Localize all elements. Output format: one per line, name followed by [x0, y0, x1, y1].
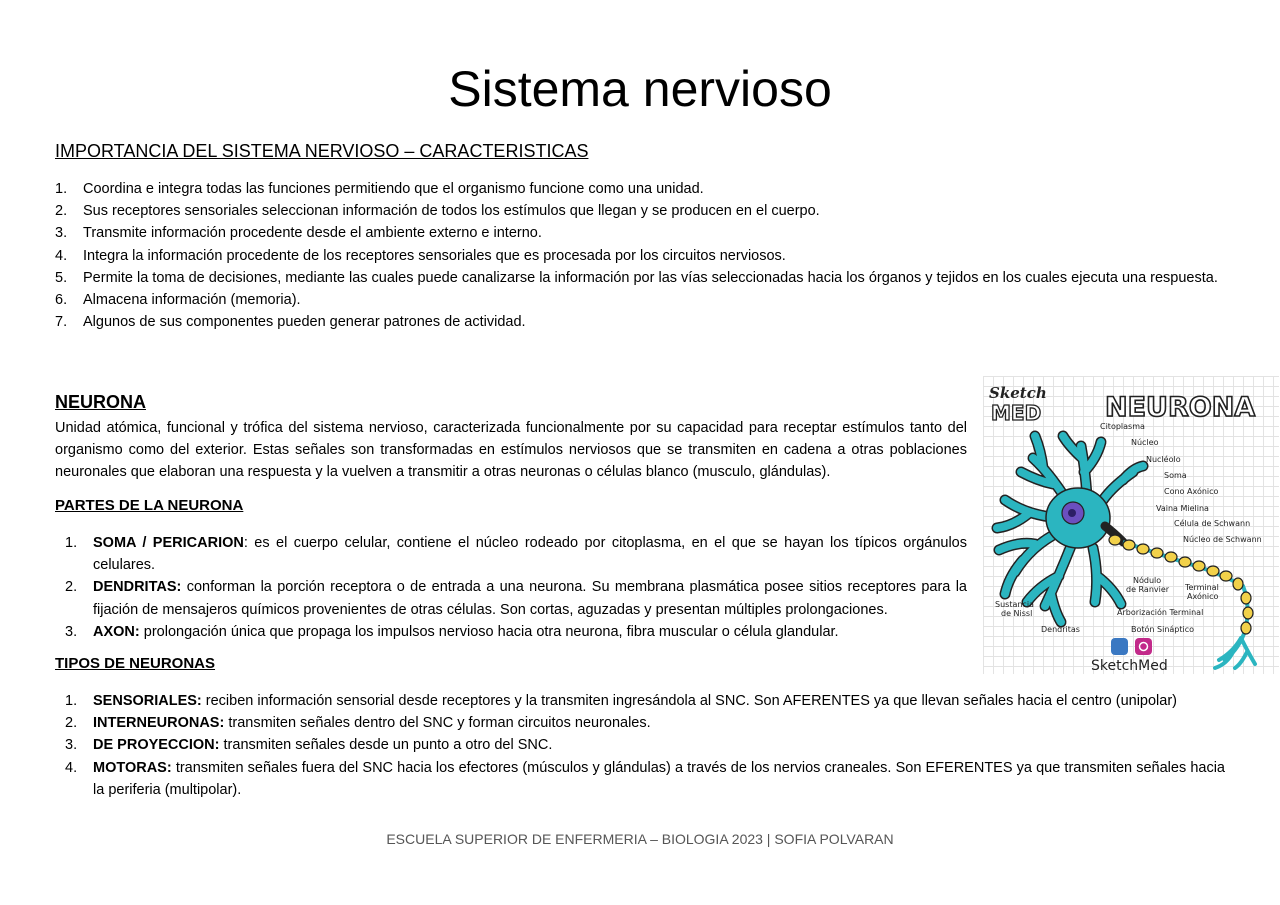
svg-text:MED: MED [991, 401, 1042, 425]
sketchmed-logo [989, 384, 1047, 425]
neurona-heading: NEURONA [55, 392, 147, 412]
instagram-icon [1135, 638, 1152, 655]
neuron-illustration [983, 376, 1279, 674]
term: SENSORIALES: [93, 693, 202, 709]
svg-text:Citoplasma: Citoplasma [1100, 422, 1145, 431]
figure-title: NEURONA [1105, 392, 1256, 423]
svg-text:Arborización Terminal: Arborización Terminal [1117, 608, 1204, 617]
tipos-heading: TIPOS DE NEURONAS [55, 655, 216, 672]
brand-name: SketchMed [1091, 658, 1168, 674]
svg-text:Sketch: Sketch [989, 384, 1047, 402]
svg-text:de Nissl: de Nissl [1001, 609, 1033, 618]
term: DE PROYECCION: [93, 737, 220, 754]
list-item: 2. INTERNEURONAS: transmiten señales dentro del SNC y forman circuitos neuronales. [65, 715, 651, 732]
svg-text:Cono Axónico: Cono Axónico [1164, 487, 1219, 496]
svg-text:Dendritas: Dendritas [1041, 625, 1080, 634]
list-item: 1. SOMA / PERICARION: es el cuerpo celular, contiene el núcleo rodeado por citoplasma, en el que se hayan los típicos orgánulos celulares. [65, 535, 967, 574]
svg-text:Nódulo: Nódulo [1133, 576, 1162, 585]
list-item: 2. DENDRITAS: conforman la porción receptora o de entrada a una neurona. Su membrana plasmática posee sitios receptores para la fijación de mensajeros químicos provenientes de otras células. Son cortas, aguzadas y presentan múltiples prolongaciones. [65, 579, 967, 618]
neuron-diagram [983, 376, 1279, 674]
list-item: 6. Almacena información (memoria). [55, 292, 301, 309]
svg-text:Célula de Schwann: Célula de Schwann [1174, 519, 1251, 528]
svg-text:Vaina Mielina: Vaina Mielina [1156, 504, 1209, 513]
list-item: 7. Algunos de sus componentes pueden generar patrones de actividad. [55, 314, 526, 331]
svg-text:de Ranvier: de Ranvier [1126, 585, 1170, 594]
svg-text:Núcleo de Schwann: Núcleo de Schwann [1183, 535, 1262, 544]
list-item: 5. Permite la toma de decisiones, mediante las cuales puede canalizarse la información por las vías seleccionadas hacia los órganos y tejidos en los cuales ejecuta una respuesta. [55, 269, 1218, 286]
svg-text:Soma: Soma [1164, 471, 1187, 480]
list-item: 3. Transmite información procedente desde el ambiente externo e interno. [55, 225, 542, 242]
term: SOMA / PERICARION [93, 535, 244, 551]
nucleolus [1068, 509, 1076, 517]
list-item: 4. Integra la información procedente de los receptores sensoriales que es procesada por los circuitos nerviosos. [55, 247, 786, 264]
svg-text:Nucléolo: Nucléolo [1146, 455, 1181, 464]
list-item: 1. SENSORIALES: reciben información sensorial desde receptores y la transmiten ingresándola al SNC. Son AFERENTES ya que llevan señales hacia el centro (unipolar) [65, 693, 1177, 709]
term: AXON: [93, 623, 140, 640]
list-item: 3. AXON: prolongación única que propaga los impulsos nervioso hacia otra neurona, fibra muscular o célula glandular. [65, 623, 839, 640]
facebook-icon [1111, 638, 1128, 655]
list-item: 3. DE PROYECCION: transmiten señales desde un punto a otro del SNC. [65, 737, 553, 754]
importancia-heading: IMPORTANCIA DEL SISTEMA NERVIOSO – CARACTERISTICAS [55, 141, 589, 161]
term: MOTORAS: [93, 759, 172, 776]
term: DENDRITAS: [93, 579, 182, 596]
partes-list [65, 532, 967, 643]
neurona-description: Unidad atómica, funcional y trófica del sistema nervioso, caracterizada funcionalmente por su capacidad para receptar estímulos tanto del organismo como del exterior. Estas señales son transformadas en estímulos nerviosos que se transmiten en cadena a otras poblaciones neuronales que elaboran una respuesta y la vuelven a transmitir a otras neuronas o células blanco (musculo, glándulas). [55, 420, 967, 481]
page-footer: ESCUELA SUPERIOR DE ENFERMERIA – BIOLOGIA 2023 | SOFIA POLVARAN [386, 831, 894, 847]
page-title: Sistema nervioso [448, 61, 832, 117]
list-item: 4. MOTORAS: transmiten señales fuera del SNC hacia los efectores (músculos y glándulas) a través de los nervios craneales. Son EFERENTES ya que transmiten señales hacia la periferia (multipolar). [65, 759, 1225, 798]
svg-text:Terminal: Terminal [1185, 583, 1219, 592]
list-item: 1. Coordina e integra todas las funciones permitiendo que el organismo funcione como una unidad. [55, 181, 704, 197]
partes-heading: PARTES DE LA NEURONA [55, 497, 244, 514]
svg-text:Núcleo: Núcleo [1131, 438, 1159, 447]
svg-text:Axónico: Axónico [1187, 592, 1219, 601]
term: INTERNEURONAS: [93, 715, 225, 732]
importancia-list [55, 178, 1225, 333]
list-item: 2. Sus receptores sensoriales seleccionan información de todos los estímulos que llegan y se producen en el cuerpo. [55, 203, 820, 220]
svg-text:Botón Sináptico: Botón Sináptico [1131, 625, 1195, 634]
axon-terminals [1215, 638, 1255, 668]
tipos-list [65, 690, 1225, 801]
svg-text:Sustancia: Sustancia [995, 600, 1034, 609]
